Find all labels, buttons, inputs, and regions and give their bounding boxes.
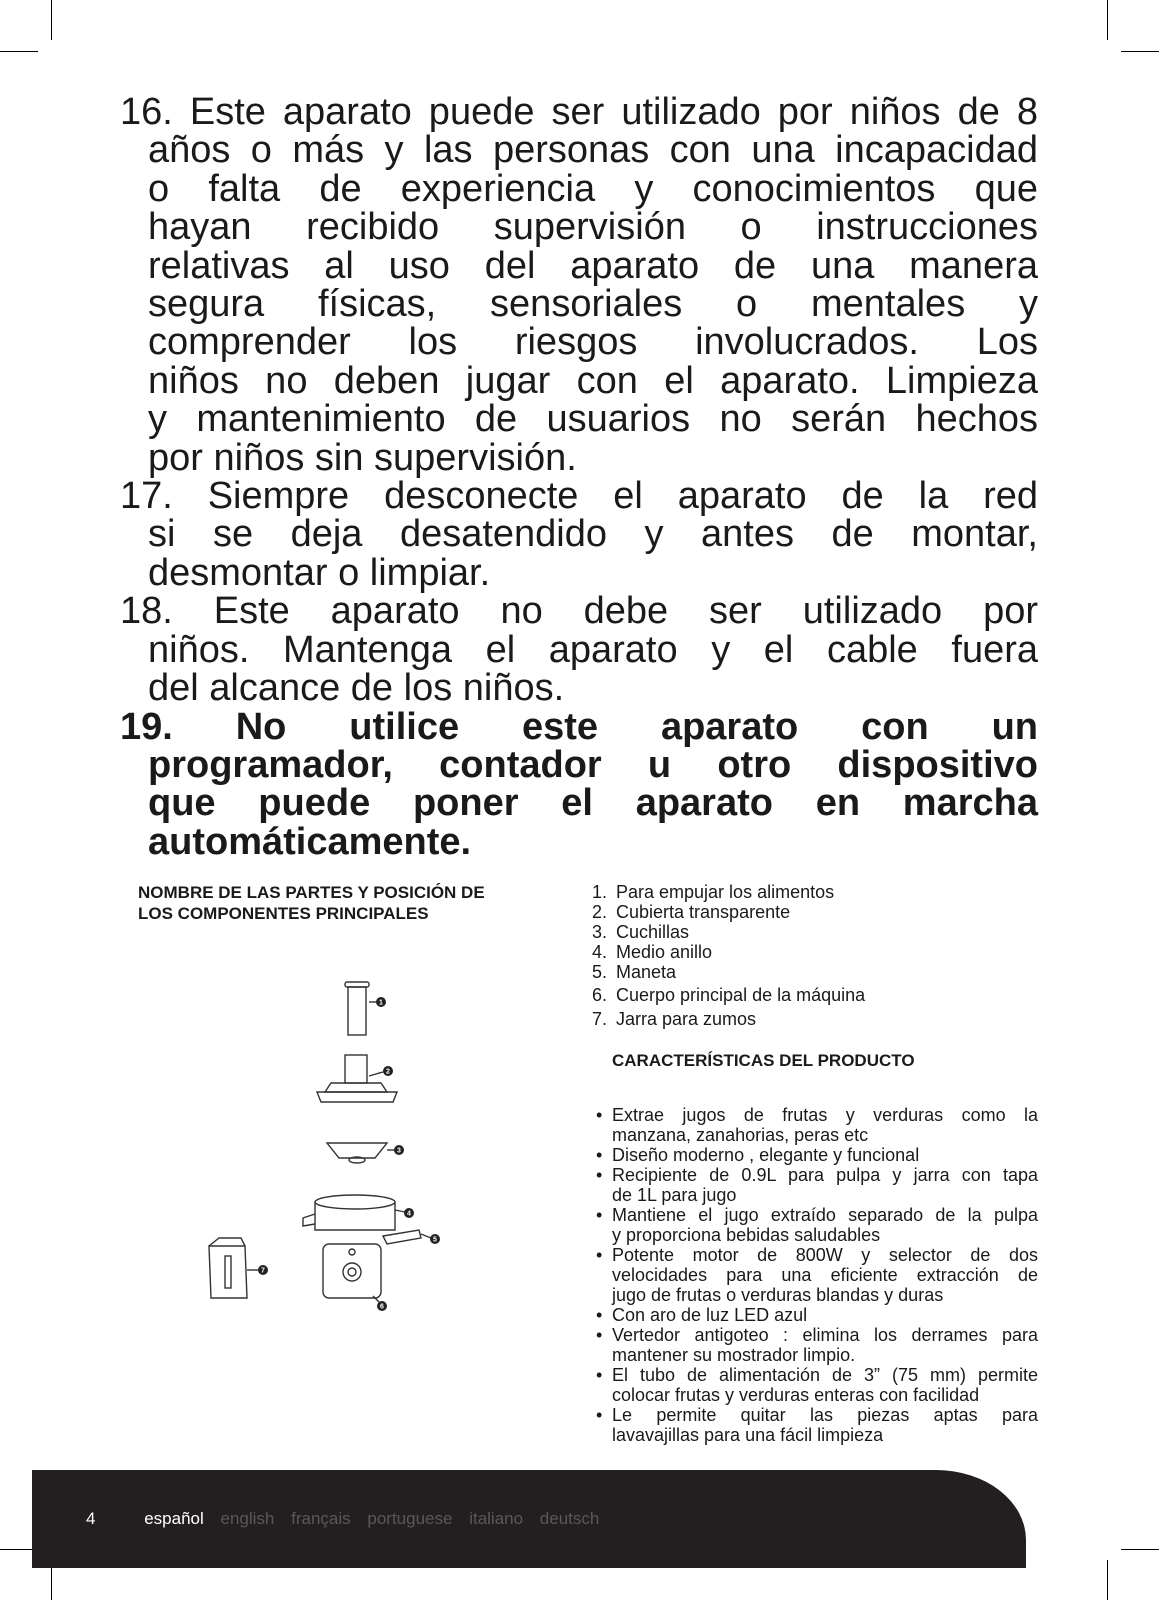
item-number: 5. xyxy=(592,962,608,982)
safety-item-19 xyxy=(120,705,1038,863)
item-label: Cuerpo principal de la máquina xyxy=(616,985,866,1005)
text-line: niños. Mantenga el aparato y el cable fuera xyxy=(148,628,1038,671)
crop-mark xyxy=(1121,1549,1159,1550)
cover-part xyxy=(317,1055,397,1102)
list-item xyxy=(592,1009,1032,1029)
text-line: Recipiente de 0.9L para pulpa y jarra con tapa xyxy=(612,1165,1038,1185)
language-tab-portuguese: portuguese xyxy=(367,1509,453,1528)
blade-part xyxy=(327,1143,395,1163)
text-line: 16. Este aparato puede ser utilizado por niños de 8 xyxy=(120,91,1038,133)
text-line: comprender los riesgos involucrados. Los xyxy=(148,321,1038,364)
text-line: y proporciona bebidas saludables xyxy=(612,1225,881,1245)
text-line: mantener su mostrador limpio. xyxy=(612,1345,856,1365)
language-tab-francais: français xyxy=(291,1509,351,1528)
text-line: si se deja desatendido y antes de montar, xyxy=(148,513,1038,556)
callout-number: 7 xyxy=(261,1267,265,1275)
callout-number: 5 xyxy=(433,1236,437,1244)
list-item xyxy=(596,1405,1038,1445)
text-line: El tubo de alimentación de 3” (75 mm) permite xyxy=(612,1365,1038,1385)
crop-mark xyxy=(51,0,52,40)
juicer-exploded-diagram xyxy=(205,980,465,1340)
text-line: hayan recibido supervisión o instrucciones xyxy=(148,206,1038,249)
item-number: 7. xyxy=(592,1009,608,1029)
language-tab-deutsch: deutsch xyxy=(539,1509,600,1528)
callout-number: 4 xyxy=(407,1210,411,1218)
text-line: desmontar o limpiar. xyxy=(148,551,491,594)
heading-line: LOS COMPONENTES PRINCIPALES xyxy=(138,904,429,923)
bullet-icon: • xyxy=(596,1365,603,1385)
language-tab-english: english xyxy=(220,1509,275,1528)
item-number: 2. xyxy=(592,902,608,922)
text-line: Vertedor antigoteo : elimina los derrames para xyxy=(612,1325,1038,1345)
list-item xyxy=(596,1325,1038,1365)
text-line: 18. Este aparato no debe ser utilizado por xyxy=(120,590,1038,633)
text-line: que puede poner el aparato en marcha xyxy=(148,782,1038,825)
bowl-part xyxy=(303,1195,405,1230)
text-line: del alcance de los niños. xyxy=(148,667,565,710)
item-label: Para empujar los alimentos xyxy=(616,882,835,902)
text-line: y mantenimiento de usuarios no serán hechos xyxy=(148,398,1038,441)
item-number: 6. xyxy=(592,985,608,1005)
list-item xyxy=(596,1105,1038,1145)
list-item xyxy=(592,882,1032,902)
jug-part xyxy=(209,1238,259,1298)
bullet-icon: • xyxy=(596,1305,603,1325)
features-heading: CARACTERÍSTICAS DEL PRODUCTO xyxy=(612,1051,915,1070)
bullet-icon: • xyxy=(596,1325,603,1345)
list-item xyxy=(596,1145,1038,1165)
handle-part xyxy=(383,1230,431,1244)
item-label: Cubierta transparente xyxy=(616,902,791,922)
bullet-icon: • xyxy=(596,1205,603,1225)
text-line: automáticamente. xyxy=(148,820,472,863)
text-line: colocar frutas y verduras enteras con facilidad xyxy=(612,1385,980,1405)
list-item xyxy=(592,922,1032,942)
item-label: Medio anillo xyxy=(616,942,713,962)
text-line: relativas al uso del aparato de una manera xyxy=(148,244,1038,287)
text-line: Extrae jugos de frutas y verduras como la xyxy=(612,1105,1038,1125)
text-line: o falta de experiencia y conocimientos que xyxy=(148,167,1038,210)
list-item xyxy=(592,902,1032,922)
crop-mark xyxy=(1107,0,1108,40)
text-line: por niños sin supervisión. xyxy=(148,436,577,479)
text-line: lavavajillas para una fácil limpieza xyxy=(612,1425,884,1445)
text-line: manzana, zanahorias, peras etc xyxy=(612,1125,869,1145)
text-line: segura físicas, sensoriales o mentales y xyxy=(148,283,1038,326)
page-number: 4 xyxy=(86,1509,96,1528)
list-item xyxy=(592,985,1032,1005)
text-line: 19. No utilice este aparato con un xyxy=(120,705,1038,748)
item-label: Maneta xyxy=(616,962,677,982)
text-line: velocidades para una eficiente extracción de xyxy=(612,1265,1038,1285)
motor-base-part xyxy=(323,1244,381,1302)
callout-number: 1 xyxy=(379,999,383,1007)
text-line: niños no deben jugar con el aparato. Limpieza xyxy=(148,359,1038,402)
callout-number: 6 xyxy=(380,1303,384,1311)
crop-mark xyxy=(1107,1560,1108,1600)
list-item xyxy=(592,942,1032,962)
safety-item-16 xyxy=(120,93,1038,477)
text-line: jugo de frutas o verduras blandas y duras xyxy=(612,1285,944,1305)
bullet-icon: • xyxy=(596,1145,603,1165)
text-line: Con aro de luz LED azul xyxy=(612,1305,808,1325)
list-item xyxy=(596,1165,1038,1205)
item-number: 1. xyxy=(592,882,608,902)
parts-heading xyxy=(138,882,568,924)
text-line: Diseño moderno , elegante y funcional xyxy=(612,1145,920,1165)
list-item xyxy=(596,1245,1038,1305)
pusher-part xyxy=(345,982,377,1035)
item-label: Cuchillas xyxy=(616,922,690,942)
callout-number: 2 xyxy=(386,1068,390,1076)
safety-item-18 xyxy=(120,590,1038,710)
heading-line: NOMBRE DE LAS PARTES Y POSICIÓN DE xyxy=(138,883,485,902)
list-item xyxy=(596,1365,1038,1405)
list-item xyxy=(592,962,1032,982)
list-item xyxy=(596,1305,1038,1325)
features-list xyxy=(596,1105,1038,1445)
parts-list xyxy=(592,882,1032,1029)
text-line: Mantiene el jugo extraído separado de la pulpa xyxy=(612,1205,1038,1225)
language-tab-italiano: italiano xyxy=(469,1509,524,1528)
crop-mark xyxy=(0,51,38,52)
text-line: Potente motor de 800W y selector de dos xyxy=(612,1245,1038,1265)
text-line: de 1L para jugo xyxy=(612,1185,737,1205)
item-number: 3. xyxy=(592,922,608,942)
item-label: Jarra para zumos xyxy=(616,1009,757,1029)
list-item xyxy=(596,1205,1038,1245)
bullet-icon: • xyxy=(596,1165,603,1185)
language-tab-espanol: español xyxy=(144,1509,204,1528)
safety-instructions xyxy=(120,93,1038,861)
text-line: programador, contador u otro dispositivo xyxy=(148,743,1038,786)
footer-nav xyxy=(86,1509,611,1529)
safety-item-17 xyxy=(120,477,1038,592)
bullet-icon: • xyxy=(596,1245,603,1265)
callout-number: 3 xyxy=(397,1147,401,1155)
item-number: 4. xyxy=(592,942,608,962)
crop-mark xyxy=(1121,51,1159,52)
text-line: años o más y las personas con una incapacidad xyxy=(148,129,1038,172)
text-line: 17. Siempre desconecte el aparato de la red xyxy=(120,475,1038,518)
text-line: Le permite quitar las piezas aptas para xyxy=(612,1405,1038,1425)
bullet-icon: • xyxy=(596,1105,603,1125)
bullet-icon: • xyxy=(596,1405,603,1425)
